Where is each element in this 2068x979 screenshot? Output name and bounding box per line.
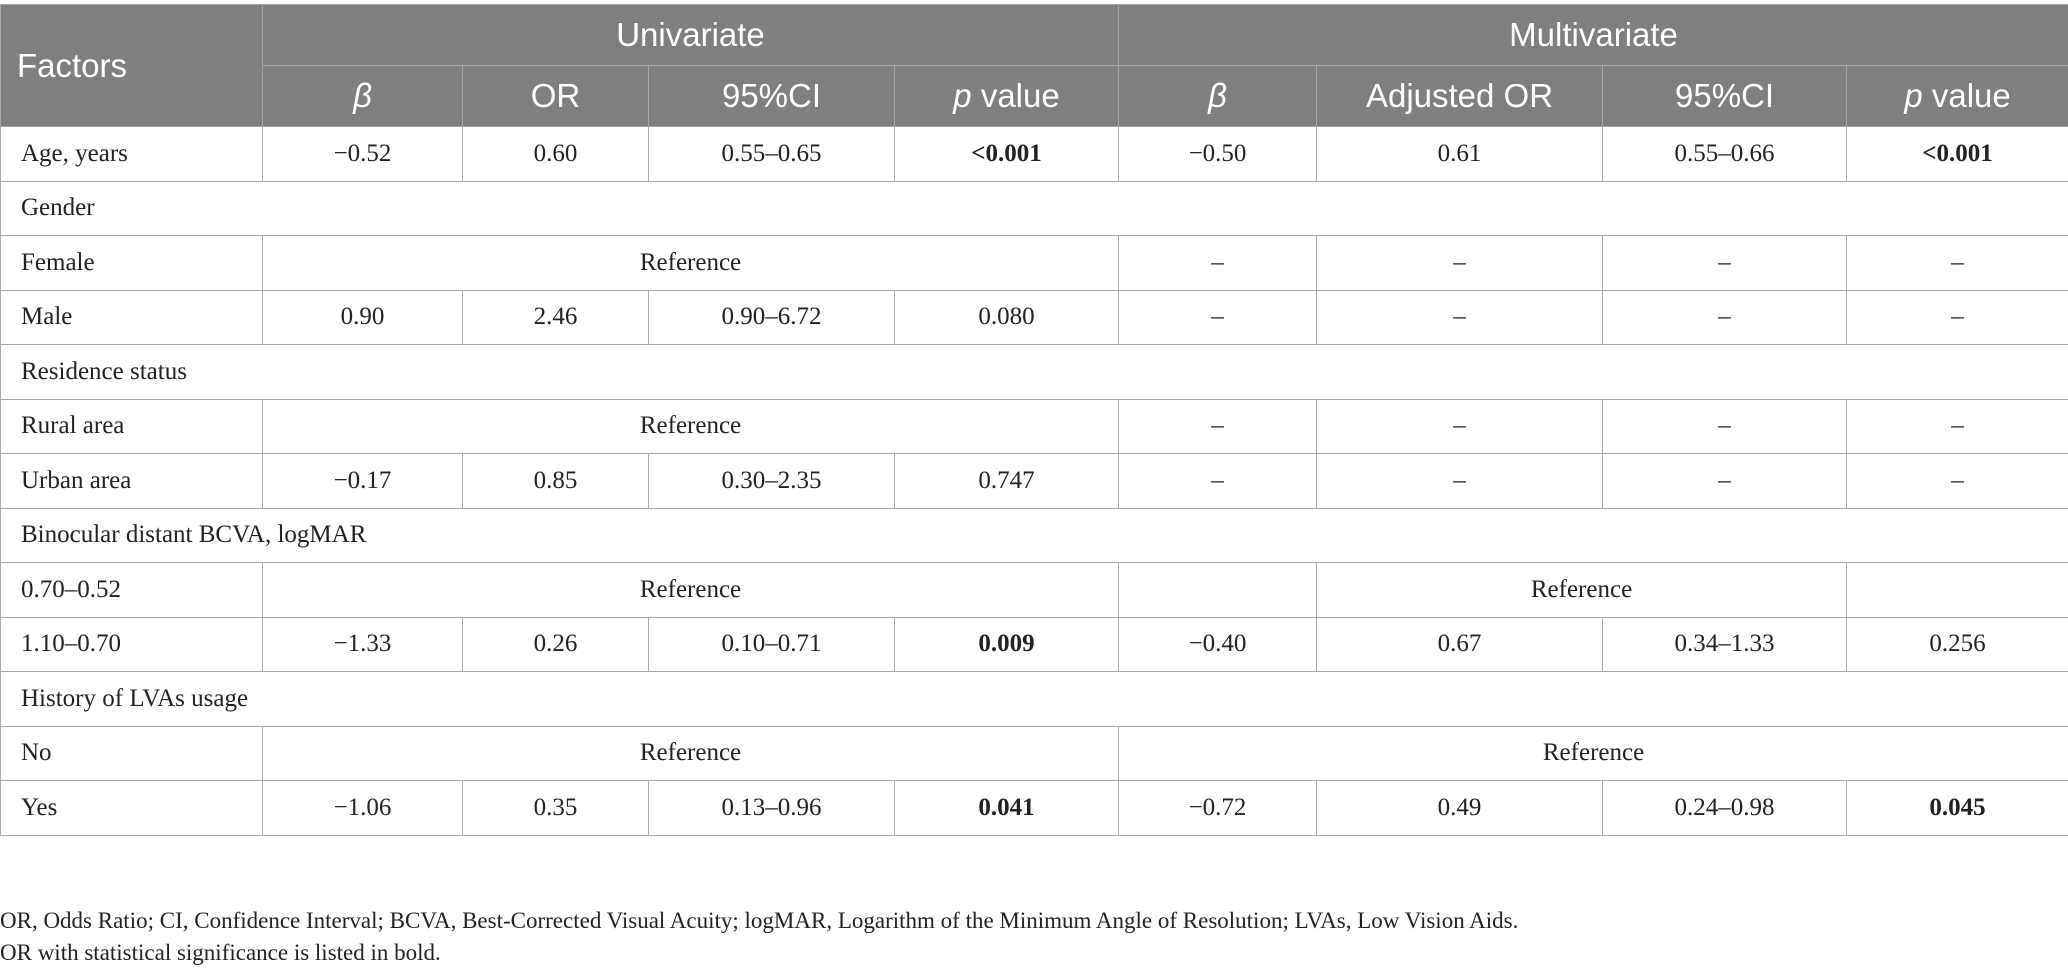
table-row: [1, 399, 2068, 454]
row-label: Urban area: [1, 454, 263, 509]
value-cell: 2.46: [463, 290, 649, 345]
table-row: [1, 726, 2068, 781]
value-cell: 0.30–2.35: [649, 454, 895, 509]
multi-ci-header: 95%CI: [1603, 66, 1847, 127]
value-cell: [1847, 127, 2068, 182]
table-footnotes: [0, 905, 1518, 969]
multi-adjusted-or-header: Adjusted OR: [1317, 66, 1603, 127]
p-symbol: p: [953, 77, 972, 114]
header-row-columns: [1, 66, 2068, 127]
multi-p-header: [1847, 66, 2068, 127]
p-suffix: value: [971, 77, 1060, 114]
value-cell: −0.72: [1119, 781, 1317, 836]
multi-beta-header: β: [1119, 66, 1317, 127]
value-cell: [895, 127, 1119, 182]
uni-ci-header: 95%CI: [649, 66, 895, 127]
value-cell: 0.55–0.65: [649, 127, 895, 182]
row-label: No: [1, 726, 263, 781]
significant-value: <0.001: [1922, 139, 1993, 167]
reference-cell: Reference: [263, 236, 1119, 291]
value-cell: −0.17: [263, 454, 463, 509]
value-cell: 0.34–1.33: [1603, 617, 1847, 672]
footnote-bold-note: OR with statistical significance is listed in bold.: [0, 940, 441, 965]
table-row: [1, 236, 2068, 291]
reference-cell: Reference: [1119, 726, 2068, 781]
reference-cell: Reference: [263, 563, 1119, 618]
table-row: [1, 563, 2068, 618]
row-label: 1.10–0.70: [1, 617, 263, 672]
value-cell: 0.13–0.96: [649, 781, 895, 836]
table-row: [1, 345, 2068, 400]
section-label: Binocular distant BCVA, logMAR: [1, 508, 2068, 563]
value-cell: 0.35: [463, 781, 649, 836]
value-cell: –: [1847, 454, 2068, 509]
value-cell: 0.61: [1317, 127, 1603, 182]
empty-cell: [1119, 563, 1317, 618]
p-suffix: value: [1922, 77, 2011, 114]
value-cell: −1.33: [263, 617, 463, 672]
value-cell: –: [1603, 454, 1847, 509]
multivariate-header: Multivariate: [1119, 5, 2068, 66]
table-row: [1, 781, 2068, 836]
dash-cell: –: [1847, 399, 2068, 454]
value-cell: 0.55–0.66: [1603, 127, 1847, 182]
value-cell: 0.10–0.71: [649, 617, 895, 672]
footnote-abbreviations: OR, Odds Ratio; CI, Confidence Interval; BCVA, Best-Corrected Visual Acuity; logMAR, Logarithm of the Minimum Angle of Resolution; LVAs, Low Vision Aids.: [0, 908, 1519, 933]
value-cell: −0.40: [1119, 617, 1317, 672]
regression-table: [0, 4, 2068, 836]
value-cell: 0.747: [895, 454, 1119, 509]
value-cell: 0.26: [463, 617, 649, 672]
dash-cell: –: [1847, 236, 2068, 291]
significant-value: 0.009: [978, 630, 1035, 658]
row-label: Female: [1, 236, 263, 291]
value-cell: 0.080: [895, 290, 1119, 345]
value-cell: 0.24–0.98: [1603, 781, 1847, 836]
row-label: Male: [1, 290, 263, 345]
uni-or-header: OR: [463, 66, 649, 127]
value-cell: −0.50: [1119, 127, 1317, 182]
value-cell: [895, 781, 1119, 836]
dash-cell: –: [1603, 236, 1847, 291]
section-label: History of LVAs usage: [1, 672, 2068, 727]
value-cell: 0.90–6.72: [649, 290, 895, 345]
table-row: [1, 181, 2068, 236]
value-cell: 0.85: [463, 454, 649, 509]
value-cell: 0.256: [1847, 617, 2068, 672]
value-cell: 0.67: [1317, 617, 1603, 672]
value-cell: −0.52: [263, 127, 463, 182]
reference-cell: Reference: [263, 399, 1119, 454]
significant-value: 0.041: [978, 793, 1035, 821]
section-label: Gender: [1, 181, 2068, 236]
dash-cell: –: [1317, 399, 1603, 454]
section-label: Residence status: [1, 345, 2068, 400]
value-cell: –: [1119, 454, 1317, 509]
row-label: Age, years: [1, 127, 263, 182]
dash-cell: –: [1317, 236, 1603, 291]
value-cell: –: [1847, 290, 2068, 345]
table-row: [1, 617, 2068, 672]
value-cell: –: [1317, 290, 1603, 345]
univariate-header: Univariate: [263, 5, 1119, 66]
significant-value: <0.001: [971, 139, 1042, 167]
dash-cell: –: [1119, 236, 1317, 291]
row-label: Rural area: [1, 399, 263, 454]
value-cell: –: [1603, 290, 1847, 345]
header-row-groups: [1, 5, 2068, 66]
uni-beta-header: β: [263, 66, 463, 127]
value-cell: –: [1317, 454, 1603, 509]
value-cell: 0.49: [1317, 781, 1603, 836]
value-cell: 0.90: [263, 290, 463, 345]
value-cell: [1847, 781, 2068, 836]
table-row: [1, 672, 2068, 727]
value-cell: –: [1119, 290, 1317, 345]
table-row: [1, 454, 2068, 509]
table-body: [1, 127, 2068, 836]
table-row: [1, 127, 2068, 182]
table-row: [1, 508, 2068, 563]
dash-cell: –: [1119, 399, 1317, 454]
row-label: 0.70–0.52: [1, 563, 263, 618]
empty-cell: [1847, 563, 2068, 618]
reference-cell: Reference: [263, 726, 1119, 781]
p-symbol: p: [1904, 77, 1923, 114]
value-cell: 0.60: [463, 127, 649, 182]
row-label: Yes: [1, 781, 263, 836]
dash-cell: –: [1603, 399, 1847, 454]
value-cell: [895, 617, 1119, 672]
significant-value: 0.045: [1929, 793, 1986, 821]
value-cell: −1.06: [263, 781, 463, 836]
reference-cell: Reference: [1317, 563, 1847, 618]
table-row: [1, 290, 2068, 345]
factors-header: Factors: [1, 5, 263, 127]
uni-p-header: [895, 66, 1119, 127]
